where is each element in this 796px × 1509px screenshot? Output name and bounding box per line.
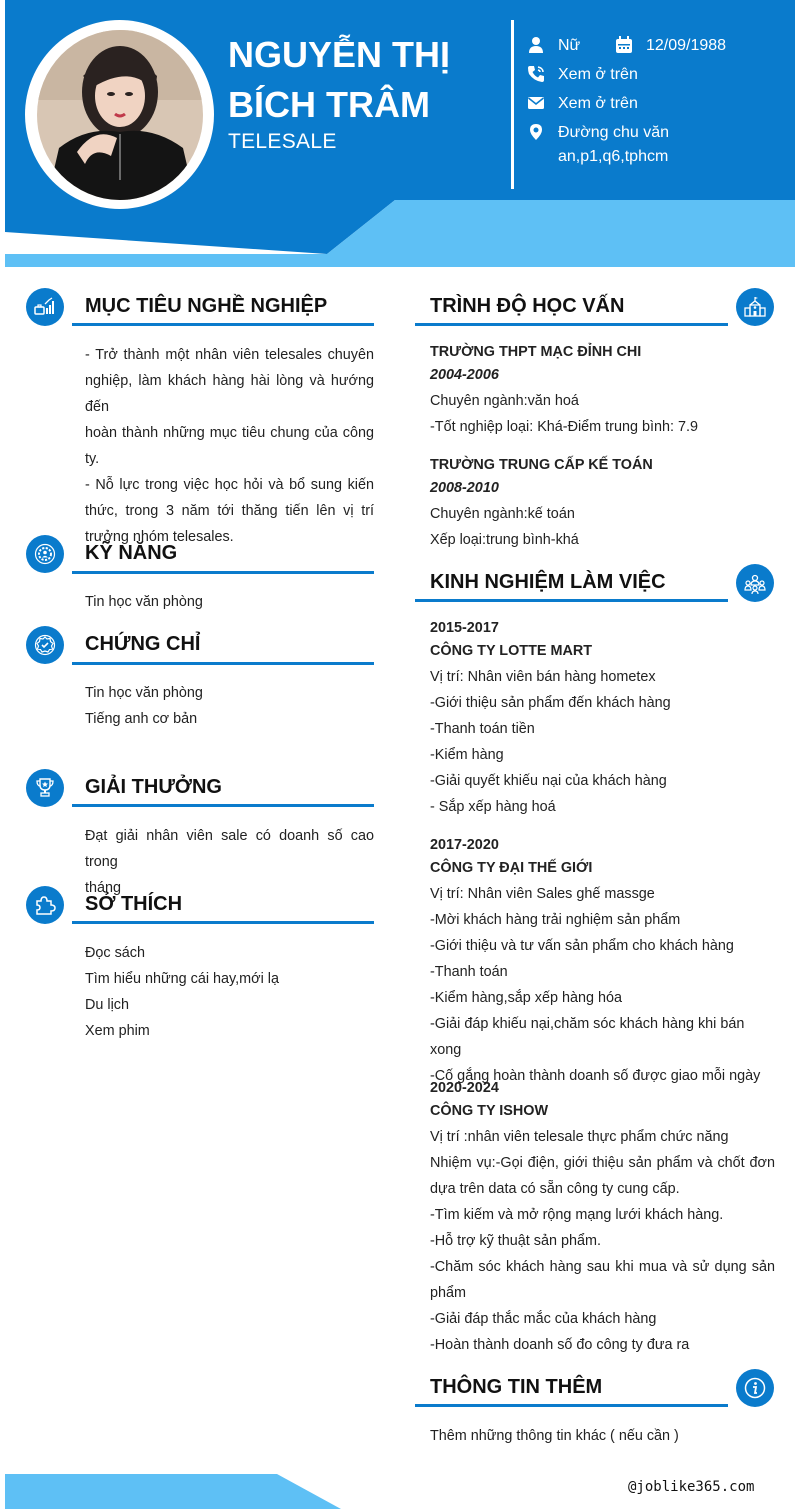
school-detail: Xếp loại:trung bình-khá	[430, 532, 579, 548]
career-objective-underline	[72, 323, 374, 326]
job-detail: -Cố gắng hoàn thành doanh số được giao mỗi ngày	[430, 1068, 761, 1084]
job-3-details	[430, 1124, 775, 1358]
hobby-item: Tìm hiểu những cái hay,mới lạ	[85, 971, 279, 987]
school-name: TRƯỜNG THPT MẠC ĐỈNH CHI	[430, 344, 642, 360]
address-line-2: an,p1,q6,tphcm	[558, 148, 669, 165]
job-detail: Vị trí: Nhân viên Sales ghế massge	[430, 886, 655, 902]
school-detail: -Tốt nghiệp loại: Khá-Điểm trung bình: 7.9	[430, 419, 698, 435]
objective-line: ty.	[85, 451, 100, 467]
calendar-icon	[615, 36, 633, 54]
job-detail: -Giải đáp thắc mắc của khách hàng	[430, 1311, 657, 1327]
job-detail: -Hoàn thành doanh số đo công ty đưa ra	[430, 1337, 690, 1353]
job-2-header	[430, 834, 775, 880]
info-icon	[736, 1369, 774, 1407]
full-name	[228, 30, 508, 130]
school-detail: Chuyên ngành:văn hoá	[430, 393, 579, 409]
awards-text	[85, 823, 374, 901]
full-name-line-1: NGUYỄN THỊ	[228, 34, 451, 75]
objective-line: nghiệp, làm khách hàng hài lòng và hướng đến	[85, 373, 374, 415]
career-objective-title: MỤC TIÊU NGHỀ NGHIỆP	[85, 295, 328, 317]
job-1-header	[430, 617, 775, 663]
job-title: TELESALE	[228, 130, 337, 153]
puzzle-icon	[26, 886, 64, 924]
job-company: CÔNG TY ĐẠI THẾ GIỚI	[430, 860, 593, 876]
career-objective-icon	[26, 288, 64, 326]
career-objective-text	[85, 342, 374, 550]
school-building-icon	[736, 288, 774, 326]
email-icon	[527, 94, 545, 112]
skills-list	[85, 589, 374, 615]
cv-header	[5, 0, 795, 267]
email-value: Xem ở trên	[558, 95, 638, 112]
gender-value: Nữ	[558, 37, 581, 54]
education-title: TRÌNH ĐỘ HỌC VẤN	[430, 295, 625, 317]
job-2-details	[430, 881, 775, 1089]
skills-gear-icon	[26, 535, 64, 573]
hobbies-title: SỞ THÍCH	[85, 893, 183, 915]
job-detail: -Giải đáp khiếu nại,chăm sóc khách hàng khi bán xong	[430, 1016, 745, 1058]
job-detail: -Giải quyết khiếu nại của khách hàng	[430, 773, 667, 789]
education-school-1-details	[430, 388, 775, 440]
certificate-item: Tiếng anh cơ bản	[85, 711, 198, 727]
avatar	[37, 30, 203, 200]
job-detail: Vị trí: Nhân viên bán hàng hometex	[430, 669, 656, 685]
school-name: TRƯỜNG TRUNG CẤP KẾ TOÁN	[430, 457, 653, 473]
job-detail: -Mời khách hàng trải nghiệm sản phẩm	[430, 912, 681, 928]
certificates-title: CHỨNG CHỈ	[85, 633, 201, 655]
award-line: tháng	[85, 880, 122, 896]
trophy-icon	[26, 769, 64, 807]
school-years: 2008-2010	[430, 480, 499, 496]
avatar-frame	[25, 20, 214, 209]
job-detail: -Giới thiệu sản phẩm đến khách hàng	[430, 695, 671, 711]
job-detail: -Giới thiệu và tư vấn sản phẩm cho khách hàng	[430, 938, 734, 954]
job-detail: -Tìm kiếm và mở rộng mạng lưới khách hàng.	[430, 1207, 724, 1223]
award-line: Đạt giải nhân viên sale có doanh số cao trong	[85, 828, 374, 870]
extra-info-underline	[415, 1404, 728, 1407]
objective-line: thức, trong 3 năm tới thăng tiến lên vị trí	[85, 503, 374, 519]
watermark: @joblike365.com	[628, 1479, 755, 1495]
header-divider	[511, 20, 514, 189]
job-detail: -Hỗ trợ kỹ thuật sản phẩm.	[430, 1233, 602, 1249]
job-detail: -Kiểm hàng,sắp xếp hàng hóa	[430, 990, 623, 1006]
skills-underline	[72, 571, 374, 574]
job-1-details	[430, 664, 775, 820]
phone-value: Xem ở trên	[558, 66, 638, 83]
skill-item: Tin học văn phòng	[85, 594, 203, 610]
job-detail: -Thanh toán	[430, 964, 508, 980]
awards-underline	[72, 804, 374, 807]
location-pin-icon	[527, 123, 545, 141]
school-years: 2004-2006	[430, 367, 499, 383]
education-underline	[415, 323, 728, 326]
hobbies-underline	[72, 921, 374, 924]
job-company: CÔNG TY ISHOW	[430, 1103, 549, 1119]
awards-title: GIẢI THƯỞNG	[85, 776, 222, 798]
certificates-list	[85, 680, 374, 732]
job-years: 2017-2020	[430, 837, 499, 853]
education-school-2-details	[430, 501, 775, 553]
job-years: 2015-2017	[430, 620, 499, 636]
certificates-underline	[72, 662, 374, 665]
job-years: 2020-2024	[430, 1080, 499, 1096]
job-detail: -Thanh toán tiền	[430, 721, 535, 737]
person-icon	[527, 36, 545, 54]
job-3-header	[430, 1077, 775, 1123]
objective-line: - Trở thành một nhân viên telesales chuyên	[85, 347, 374, 363]
extra-info-title: THÔNG TIN THÊM	[430, 1376, 603, 1398]
birthdate-value: 12/09/1988	[646, 37, 727, 54]
objective-line: trưởng nhóm telesales.	[85, 529, 234, 545]
job-detail: Vị trí :nhân viên telesale thực phẩm chức năng	[430, 1129, 729, 1145]
certificate-item: Tin học văn phòng	[85, 685, 203, 701]
job-detail: Nhiệm vụ:-Gọi điện, giới thiệu sản phẩm và chốt đơn	[430, 1155, 775, 1171]
hobby-item: Đọc sách	[85, 945, 145, 961]
education-school-1	[430, 341, 775, 387]
experience-underline	[415, 599, 728, 602]
job-detail: dựa trên data có sẵn công ty cung cấp.	[430, 1181, 680, 1197]
skills-title: KỸ NĂNG	[85, 542, 178, 564]
team-icon	[736, 564, 774, 602]
address-value	[558, 121, 669, 169]
education-school-2	[430, 454, 775, 500]
address-line-1: Đường chu văn	[558, 124, 670, 141]
hobby-item: Du lịch	[85, 997, 129, 1013]
job-detail: -Kiểm hàng	[430, 747, 504, 763]
footer-accent	[5, 1474, 341, 1509]
experience-title: KINH NGHIỆM LÀM VIỆC	[430, 571, 666, 593]
certificate-badge-icon	[26, 626, 64, 664]
job-detail: phẩm	[430, 1285, 466, 1301]
job-company: CÔNG TY LOTTE MART	[430, 643, 593, 659]
extra-info-text: Thêm những thông tin khác ( nếu cần )	[430, 1428, 679, 1444]
objective-line: hoàn thành những mục tiêu chung của công	[85, 425, 374, 441]
hobby-item: Xem phim	[85, 1023, 150, 1039]
objective-line: - Nỗ lực trong việc học hỏi và bổ sung kiến	[85, 477, 374, 493]
job-detail: - Sắp xếp hàng hoá	[430, 799, 556, 815]
phone-icon	[527, 65, 545, 83]
job-detail: -Chăm sóc khách hàng sau khi mua và sử dụng sản	[430, 1259, 775, 1275]
full-name-line-2: BÍCH TRÂM	[228, 84, 430, 125]
school-detail: Chuyên ngành:kế toán	[430, 506, 575, 522]
hobbies-list	[85, 940, 374, 1044]
